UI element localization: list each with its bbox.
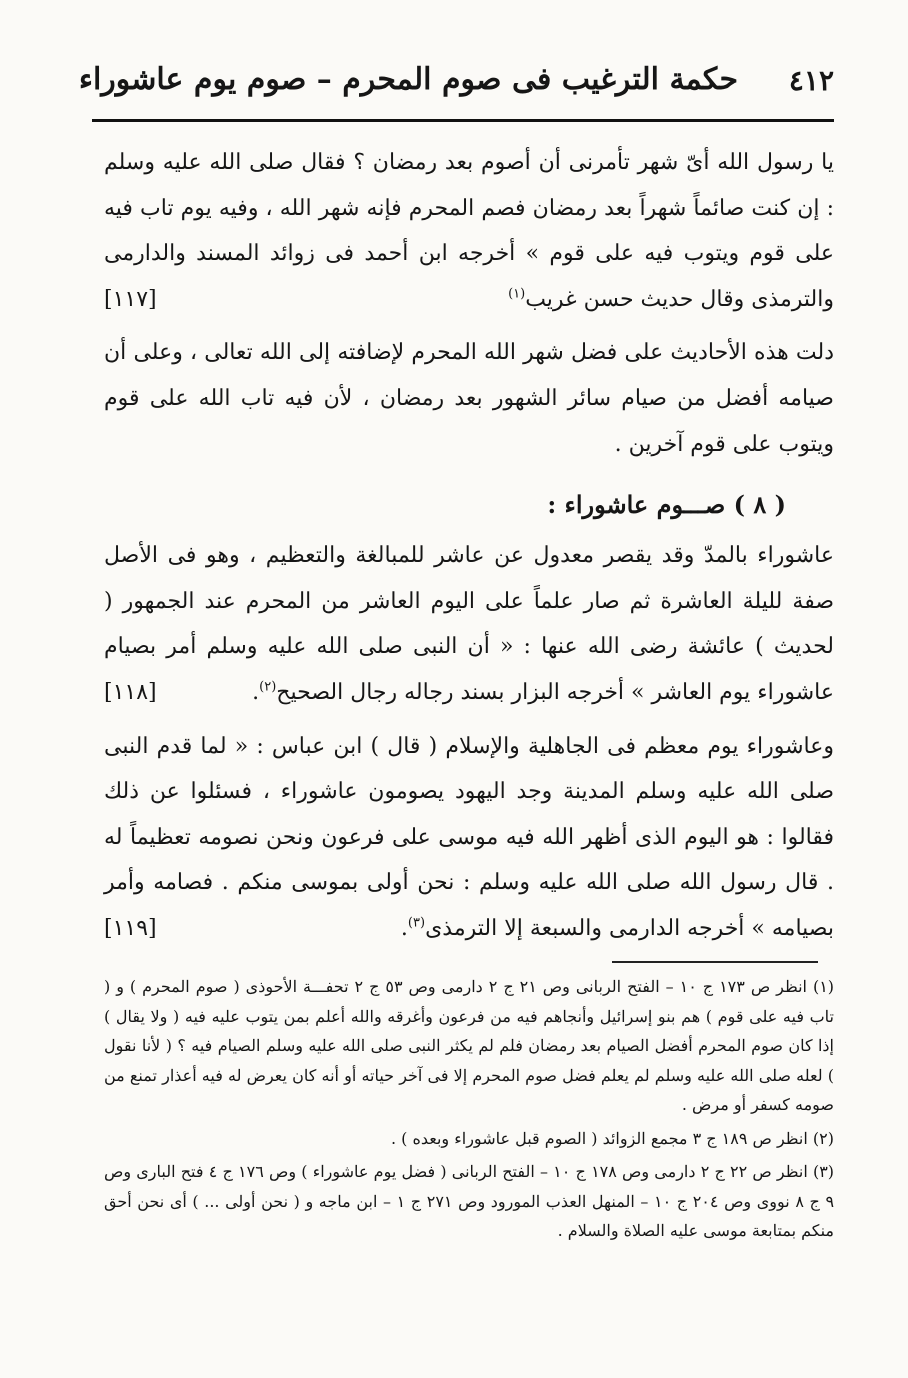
hadith-number: [١١٩] bbox=[104, 915, 157, 941]
hadith-number: [١١٧] bbox=[104, 286, 157, 312]
paragraph-ashura-hadith bbox=[104, 724, 834, 952]
paragraph-text: يا رسول الله أىّ شهر تأمرنى أن أصوم بعد رمضان ؟ فقال صلى الله عليه وسلم : إن كنت صائماً شهراً بعد رمضان فصم المحرم فإنه شهر الله ، وفيه يوم تاب فيه على قوم ويتوب فيه على قوم » أخرجه ابن أحمد فى زوائد المسند والدارمى والترمذى وقال حديث حسن غريب bbox=[104, 150, 834, 312]
section-heading: ( ٨ ) صـــوم عاشوراء : bbox=[547, 490, 786, 520]
paragraph-text: دلت هذه الأحاديث على فضل شهر الله المحرم لإضافته إلى الله تعالى ، وعلى أن صيامه أفضل من صيام سائر الشهور بعد رمضان ، لأن فيه تاب الله على قوم ويتوب على قوم آخرين . bbox=[104, 340, 834, 457]
footnote-3: (٣) انظر ص ٢٢ ج ٢ دارمى وص ١٧٨ ج ١٠ – الفتح الربانى ( فضل يوم عاشوراء ) وص ١٧٦ ج ٤ فتح البارى وص ٩ ج ٨ نووى وص ٢٠٤ ج ١٠ – المنهل العذب المورود وص ٢٧١ ج ١ – ابن ماجه و ( نحن أولى ... ) أى نحن أحق منكم بمتابعة موسى عليه الصلاة والسلام . bbox=[104, 1162, 835, 1240]
paragraph-commentary bbox=[104, 330, 834, 467]
hadith-number: [١١٨] bbox=[104, 679, 157, 705]
page-number: ٤١٢ bbox=[788, 64, 834, 97]
paragraph-hadith-muharram bbox=[104, 140, 834, 322]
footnote-1: (١) انظر ص ١٧٣ ج ١٠ – الفتح الربانى وص ٢١ ج ٢ دارمى وص ٥٣ ج ٢ تحفـــة الأحوذى ( صوم المحرم ) و ( تاب فيه على قوم ) هم بنو إسرائيل وأنجاهم فيه من فرعون وأغرقه والله أعلم بمن يتوب عليه فيه ( ولا يقال ) إذا كان صوم المحرم أفضل الصيام بعد رمضان فلم لم يكثر النبى صلى الله عليه وسلم الصيام فيه ؟ ( لأنا نقول ) لعله صلى الله عليه وسلم لم يعلم فضل صوم المحرم إلا فى آخر حياته أو أنه كان يعرض له فيه أعذار تمنع من صومه كسفر أو مرض . bbox=[104, 977, 835, 1114]
footnote-marker: (٣) bbox=[407, 915, 426, 931]
footnote-marker: (٢) bbox=[259, 679, 277, 695]
main-text bbox=[104, 140, 834, 952]
paragraph-end: . bbox=[252, 679, 260, 705]
header-rule bbox=[92, 119, 834, 122]
footnote-2: (٢) انظر ص ١٨٩ ج ٣ مجمع الزوائد ( الصوم قبل عاشوراء وبعده ) . bbox=[390, 1128, 834, 1148]
footnote-separator bbox=[612, 961, 818, 963]
footnotes bbox=[104, 972, 834, 1246]
paragraph-end: . bbox=[400, 915, 408, 941]
paragraph-text: وعاشوراء يوم معظم فى الجاهلية والإسلام ( قال ) ابن عباس : « لما قدم النبى صلى الله عليه وسلم المدينة وجد اليهود يصومون عاشوراء ، فسئلوا عن ذلك فقالوا : هو اليوم الذى أظهر الله فيه موسى على فرعون ونحن نصومه تعظيماً له . قال رسول الله صلى الله عليه وسلم : نحن أولى بموسى منكم . فصامه وأمر بصيامه » أخرجه الدارمى والسبعة إلا الترمذى bbox=[104, 733, 835, 941]
paragraph-ashura-definition bbox=[104, 533, 834, 715]
running-title: حكمة الترغيب فى صوم المحرم – صوم يوم عاشوراء bbox=[78, 62, 738, 97]
page-header bbox=[78, 60, 834, 112]
footnote-marker: (١) bbox=[508, 286, 526, 302]
paragraph-text: عاشوراء بالمدّ وقد يقصر معدول عن عاشر للمبالغة والتعظيم ، وهو فى الأصل صفة لليلة العاشرة ثم صار علماً على اليوم العاشر من المحرم عند الجمهور ( لحديث ) عائشة رضى الله عنها : « أن النبى صلى الله عليه وسلم أمر بصيام عاشوراء يوم العاشر » أخرجه البزار بسند رجاله رجال الصحيح bbox=[104, 543, 834, 705]
